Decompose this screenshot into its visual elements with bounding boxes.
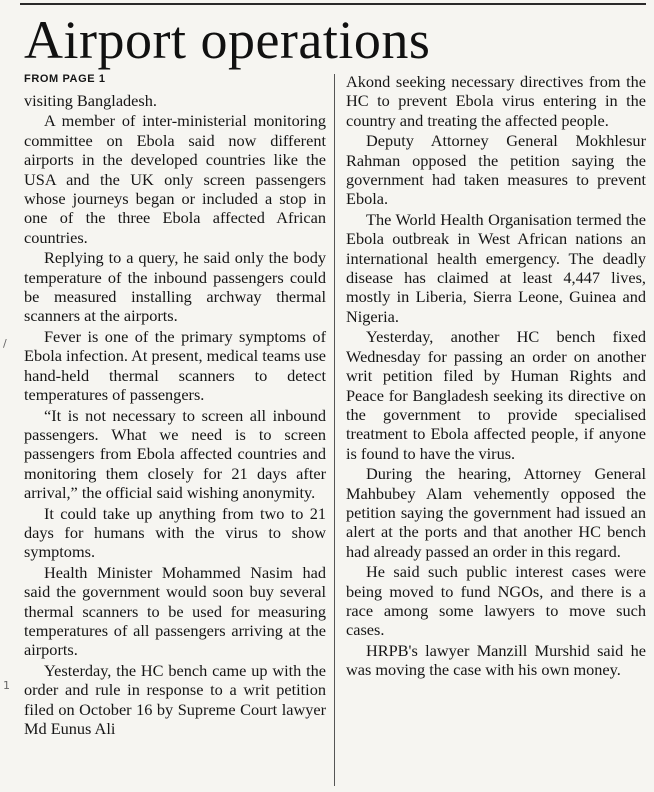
paragraph: “It is not necessary to screen all inbound passengers. What we need is to screen passengers from Ebola affected countries and monitoring them closely for 21 days after arrival,” the official said wishing anonymity. xyxy=(24,405,326,503)
column-divider xyxy=(334,74,335,786)
paragraph: He said such public interest cases were being moved to fund NGOs, and there is a race among some lawyers to move such cases. xyxy=(346,562,646,640)
paragraph: The World Health Organisation termed the Ebola outbreak in West African nations an international health emergency. The deadly disease has claimed at least 4,447 lives, mostly in Liberia, Sierra Leone, Guinea and Nigeria. xyxy=(346,209,646,326)
paragraph: Health Minister Mohammed Nasim had said the government would soon buy several thermal scanners to be used for measuring temperatures of all passengers arriving at the airports. xyxy=(24,562,326,660)
paragraph: Akond seeking necessary directives from the HC to prevent Ebola virus entering in the country and treating the affected people. xyxy=(346,72,646,130)
paragraph: visiting Bangladesh. xyxy=(24,91,157,110)
continuation-kicker: FROM PAGE 1 xyxy=(24,73,106,85)
article-column-right xyxy=(346,72,646,681)
paragraph: It could take up anything from two to 21 days for humans with the virus to show symptoms. xyxy=(24,503,326,562)
paragraph: Deputy Attorney General Mokhlesur Rahman opposed the petition saying the government had taken measures to prevent Ebola. xyxy=(346,131,646,209)
top-rule xyxy=(20,3,646,5)
headline: Airport operations xyxy=(24,10,431,70)
paragraph: HRPB's lawyer Manzill Murshid said he was moving the case with his own money. xyxy=(346,640,646,680)
paragraph: A member of inter-ministerial monitoring committee on Ebola said now different airports in the developed countries like the USA and the UK only screen passengers whose journeys began or included a stop in one of the three Ebola affected African countries. xyxy=(24,111,326,247)
paragraph: During the hearing, Attorney General Mahbubey Alam vehemently opposed the petition saying the government had issued an alert at the ports and that another HC bench had already passed an order in this regard. xyxy=(346,464,646,561)
paragraph: Yesterday, the HC bench came up with the order and rule in response to a writ petition filed on October 16 by Supreme Court lawyer Md Eunus Ali xyxy=(24,660,326,738)
paragraph: Yesterday, another HC bench fixed Wednesday for passing an order on another writ petition filed by Human Rights and Peace for Bangladesh seeking its directive on the government to provide specialised treatment to Ebola affected people, if anyone is found to have the virus. xyxy=(346,327,646,463)
article-column-left xyxy=(24,72,326,739)
paragraph: Replying to a query, he said only the body temperature of the inbound passengers could be measured installing archway thermal scanners at the airports. xyxy=(24,248,326,326)
paragraph: Fever is one of the primary symptoms of Ebola infection. At present, medical teams use hand-held thermal scanners to detect temperatures of passengers. xyxy=(24,326,327,405)
margin-mark: / xyxy=(3,337,7,350)
margin-mark: 1 xyxy=(3,679,10,692)
